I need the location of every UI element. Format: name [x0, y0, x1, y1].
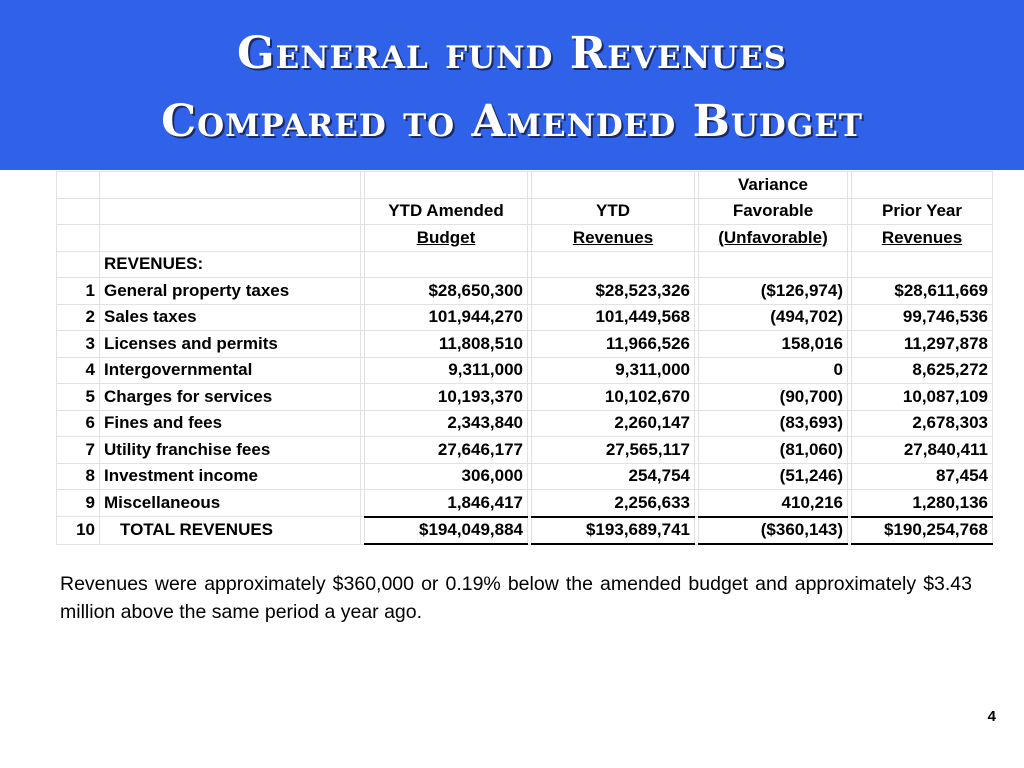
row-number: 8	[57, 463, 100, 490]
header-variance-2: Favorable	[699, 198, 848, 225]
row-prior: 87,454	[852, 463, 993, 490]
table-row	[57, 384, 993, 411]
row-description: Utility franchise fees	[100, 437, 361, 464]
row-description: Miscellaneous	[100, 490, 361, 517]
row-variance: (90,700)	[699, 384, 848, 411]
row-budget: 11,808,510	[365, 331, 528, 358]
header-ytd-1: YTD	[532, 198, 695, 225]
row-ytd: 10,102,670	[532, 384, 695, 411]
row-variance: 410,216	[699, 490, 848, 517]
row-budget: 9,311,000	[365, 357, 528, 384]
header-row-3	[57, 225, 993, 252]
total-number: 10	[57, 517, 100, 545]
table-row	[57, 490, 993, 517]
row-variance: 158,016	[699, 331, 848, 358]
total-prior: $190,254,768	[852, 517, 993, 545]
header-row-1	[57, 172, 993, 199]
total-ytd: $193,689,741	[532, 517, 695, 545]
table-row	[57, 463, 993, 490]
row-variance: (83,693)	[699, 410, 848, 437]
section-label: REVENUES:	[100, 251, 361, 278]
row-description: Fines and fees	[100, 410, 361, 437]
row-number: 9	[57, 490, 100, 517]
row-number: 6	[57, 410, 100, 437]
header-prior-2: Revenues	[881, 227, 963, 247]
header-variance-1: Variance	[699, 172, 848, 199]
row-number: 5	[57, 384, 100, 411]
header-budget-2: Budget	[416, 227, 476, 247]
row-budget: 10,193,370	[365, 384, 528, 411]
row-ytd: 101,449,568	[532, 304, 695, 331]
row-description: Intergovernmental	[100, 357, 361, 384]
table-row	[57, 437, 993, 464]
slide-title-line-1: General fund Revenues	[237, 28, 787, 79]
slide-title-line-2: Compared to Amended Budget	[161, 96, 863, 147]
row-prior: $28,611,669	[852, 278, 993, 305]
row-ytd: 11,966,526	[532, 331, 695, 358]
header-row-2	[57, 198, 993, 225]
row-ytd: 9,311,000	[532, 357, 695, 384]
row-description: Licenses and permits	[100, 331, 361, 358]
row-prior: 2,678,303	[852, 410, 993, 437]
row-description: General property taxes	[100, 278, 361, 305]
row-prior: 1,280,136	[852, 490, 993, 517]
header-budget-1: YTD Amended	[365, 198, 528, 225]
header-ytd-2: Revenues	[572, 227, 654, 247]
table-row	[57, 410, 993, 437]
row-budget: 2,343,840	[365, 410, 528, 437]
row-ytd: $28,523,326	[532, 278, 695, 305]
row-number: 7	[57, 437, 100, 464]
page-number: 4	[987, 708, 996, 725]
row-prior: 99,746,536	[852, 304, 993, 331]
section-row	[57, 251, 993, 278]
table-row	[57, 357, 993, 384]
row-ytd: 27,565,117	[532, 437, 695, 464]
revenue-table	[56, 171, 993, 545]
row-description: Charges for services	[100, 384, 361, 411]
row-variance: ($126,974)	[699, 278, 848, 305]
row-description: Investment income	[100, 463, 361, 490]
header-variance-3: (Unfavorable)	[718, 227, 828, 247]
table-row	[57, 331, 993, 358]
total-variance: ($360,143)	[699, 517, 848, 545]
row-number: 1	[57, 278, 100, 305]
header-prior-1: Prior Year	[852, 198, 993, 225]
total-row	[57, 517, 993, 545]
row-description: Sales taxes	[100, 304, 361, 331]
row-variance: 0	[699, 357, 848, 384]
row-ytd: 2,260,147	[532, 410, 695, 437]
row-budget: 1,846,417	[365, 490, 528, 517]
row-variance: (81,060)	[699, 437, 848, 464]
row-variance: (51,246)	[699, 463, 848, 490]
row-budget: 27,646,177	[365, 437, 528, 464]
row-budget: $28,650,300	[365, 278, 528, 305]
row-number: 4	[57, 357, 100, 384]
row-prior: 10,087,109	[852, 384, 993, 411]
summary-note: Revenues were approximately $360,000 or 0.19% below the amended budget and approximately $3.43 million above the same period a year ago.	[60, 573, 972, 623]
total-label: TOTAL REVENUES	[100, 517, 361, 545]
title-bar	[0, 0, 1024, 170]
row-budget: 306,000	[365, 463, 528, 490]
row-budget: 101,944,270	[365, 304, 528, 331]
row-number: 2	[57, 304, 100, 331]
row-number: 3	[57, 331, 100, 358]
row-prior: 11,297,878	[852, 331, 993, 358]
row-ytd: 254,754	[532, 463, 695, 490]
total-budget: $194,049,884	[365, 517, 528, 545]
table-row	[57, 278, 993, 305]
row-prior: 27,840,411	[852, 437, 993, 464]
table-row	[57, 304, 993, 331]
row-ytd: 2,256,633	[532, 490, 695, 517]
row-variance: (494,702)	[699, 304, 848, 331]
row-prior: 8,625,272	[852, 357, 993, 384]
